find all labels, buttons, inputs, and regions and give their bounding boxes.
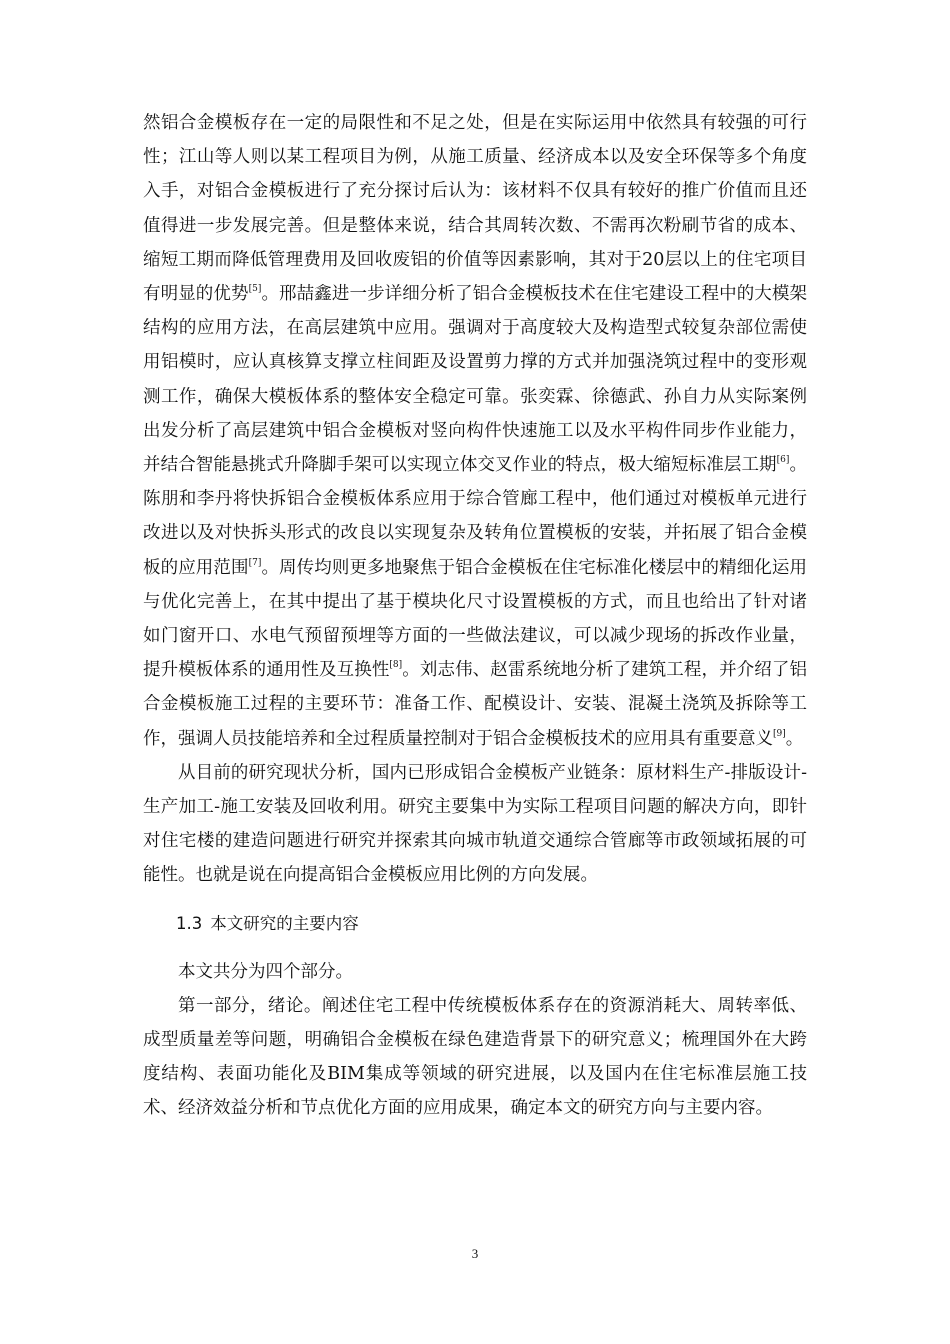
text-run: 。周传均则更多地聚焦于铝合金模板在住宅标准化楼层中的精细化运用与优化完善上，在其中提出了基于模块化尺寸设置模板的方式，而且也给出了针对诸如门窗开口、水电气预留预埋等方面的一些做法建议，可以减少现场的拆改作业量，提升模板体系的通用性及互换性 [143,557,807,681]
section-heading [176,907,807,941]
section-number: 1.3 [176,913,203,933]
section-title: 本文研究的主要内容 [210,913,359,933]
citation-6: [6] [776,455,790,466]
text-run: 。 [785,728,804,749]
page-number: 3 [471,1246,479,1261]
body-text [143,106,807,1126]
paragraph-overview: 本文共分为四个部分。 [178,961,353,982]
citation-5: [5] [248,284,262,295]
text-run: 。邢喆鑫进一步详细分析了铝合金模板技术在住宅建设工程中的大模架结构的应用方法，在高层建筑中应用。强调对于高度较大及构造型式较复杂部位需使用铝模时，应认真核算支撑立柱间距及设置剪力撑的方式并加强浇筑过程中的变形观测工作，确保大模板体系的整体安全稳定可靠。张奕霖、徐德武、孙自力从实际案例出发分析了高层建筑中铝合金模板对竖向构件快速施工以及水平构件同步作业能力，并结合智能悬挑式升降脚手架可以实现立体交叉作业的特点，极大缩短标准层工期 [143,284,807,476]
paragraph-literature-review [143,106,807,756]
text-run: 然铝合金模板存在一定的局限性和不足之处，但是在实际运用中依然具有较强的可行性；江山等人则以某工程项目为例，从施工质量、经济成本以及安全环保等多个角度入手，对铝合金模板进行了充分探讨后认为：该材料不仅具有较好的推广价值而且还值得进一步发展完善。但是整体来说，结合其周转次数、不需再次粉刷节省的成本、缩短工期而降低管理费用及回收废铝的价值等因素影响，其对于20层以上的住宅项目有明显的优势 [143,113,807,305]
citation-9: [9] [773,728,786,739]
text-run: 。陈朋和李丹将快拆铝合金模板体系应用于综合管廊工程中，他们通过对模板单元进行改进以及对快拆头形式的改良以实现复杂及转角位置模板的安装，并拓展了铝合金模板的应用范围 [143,455,808,578]
citation-8: [8] [389,660,403,671]
paragraph-research-status: 从目前的研究现状分析，国内已形成铝合金模板产业链条：原材料生产-排版设计-生产加工-施工安装及回收利用。研究主要集中为实际工程项目问题的解决方向，即针对住宅楼的建造问题进行研究并探索其向城市轨道交通综合管廊等市政领域拓展的可能性。也就是说在向提高铝合金模板应用比例的方向发展。 [143,762,807,886]
citation-7: [7] [248,557,262,568]
text-run: 。刘志伟、赵雷系统地分析了建筑工程，并介绍了铝合金模板施工过程的主要环节：准备工作、配模设计、安装、混凝土浇筑及拆除等工作，强调人员技能培养和全过程质量控制对于铝合金模板技术的应用具有重要意义 [143,660,808,749]
paragraph-part-one: 第一部分，绪论。阐述住宅工程中传统模板体系存在的资源消耗大、周转率低、成型质量差等问题，明确铝合金模板在绿色建造背景下的研究意义；梳理国外在大跨度结构、表面功能化及BIM集成等领域的研究进展，以及国内在住宅标准层施工技术、经济效益分析和节点优化方面的应用成果，确定本文的研究方向与主要内容。 [143,995,807,1119]
